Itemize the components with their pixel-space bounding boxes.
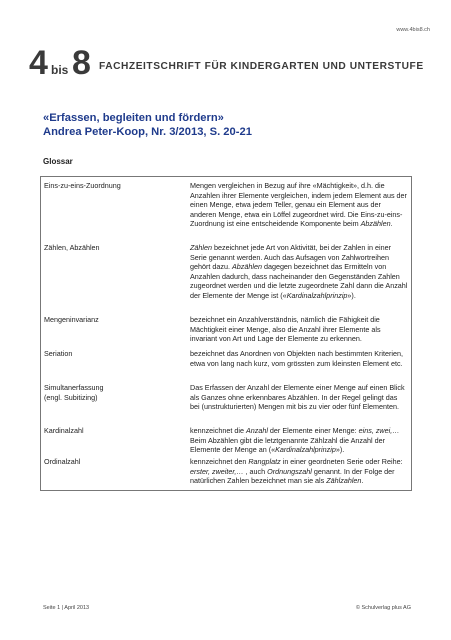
glossar-definition: kennzeichnet den Rangplatz in einer geordneten Serie oder Reihe: erster, zweiter,… , auch Ordnungszahl genannt. In der Folge der natürlichen Zahlen bezeichnet man sie als Zählzahlen. (190, 457, 403, 486)
glossar-term: Mengeninvarianz (44, 315, 99, 324)
glossar-definition: bezeichnet das Anordnen von Objekten nach bestimmten Kriterien, etwa von lang nach kurz, vom grössten zum kleinsten Element etc. (190, 349, 403, 368)
glossar-definition: Das Erfassen der Anzahl der Elemente einer Menge auf einen Blick als Ganzes ohne erkennbares Abzählen. In der Regel gelingt das bei (unstrukturierten) Mengen mit bis zu vier oder fünf Elementen. (190, 383, 405, 412)
glossar-definition: Zählen bezeichnet jede Art von Aktivität, bei der Zahlen in einer Serie genannt werden. Auch das Aufsagen von Zahlwortreihen gehört dazu. Abzählen dagegen bezeichnet das Ermitteln von Anzahlen dadurch, dass nacheinander den Gegenständen Zahlen zugeordnet werden und die letzte zugeordnete Zahl dann die Anzahl der Elemente der Menge ist («Kardinalzahlprinzip»). (190, 243, 408, 300)
logo-four: 4 (29, 44, 48, 82)
logo-eight: 8 (72, 44, 91, 82)
glossar-term: Kardinalzahl (44, 426, 84, 435)
glossar-term: Eins-zu-eins-Zuordnung (44, 181, 121, 190)
glossar-heading: Glossar (43, 157, 73, 166)
glossar-definition: kennzeichnet die Anzahl der Elemente einer Menge: eins, zwei,… Beim Abzählen gibt die letztgenannte Zählzahl die Anzahl der Elemente der Menge an («Kardinalzahlprinzip»). (190, 426, 400, 455)
copyright: © Schulverlag plus AG (355, 605, 411, 611)
article-title (43, 111, 423, 139)
journal-logo (29, 46, 429, 80)
logo-bis: bis (51, 63, 69, 77)
glossar-table (40, 176, 412, 491)
glossar-term: Ordinalzahl (44, 457, 81, 466)
glossar-term: Simultanerfassung (engl. Subitizing) (44, 383, 104, 402)
title-line-1: «Erfassen, begleiten und fördern» (43, 112, 224, 124)
page-info: Seite 1 | April 2013 (43, 605, 90, 611)
journal-subtitle: FACHZEITSCHRIFT FÜR KINDERGARTEN UND UNTERSTUFE (99, 61, 424, 72)
title-line-2: Andrea Peter-Koop, Nr. 3/2013, S. 20-21 (43, 126, 252, 138)
glossar-term: Zählen, Abzählen (44, 243, 100, 252)
glossar-term: Seriation (44, 349, 73, 358)
glossar-definition: bezeichnet ein Anzahlverständnis, nämlich die Fähigkeit die Mächtigkeit einer Menge, also die Anzahl ihrer Elemente als invariant von Art und Lage der Elemente zu erkennen. (190, 315, 381, 344)
website-url[interactable]: www.4bis8.ch (396, 27, 430, 33)
glossar-definition: Mengen vergleichen in Bezug auf ihre «Mächtigkeit», d.h. die Anzahlen ihrer Elemente vergleichen, indem jedem Element aus der einen Menge, etwa jedem Teller, genau ein Element aus der anderen Menge, etwa ein Löffel zugeordnet wird. Die Eins-zu-eins-Zuordnung ist eine entscheidende Komponente beim Abzählen. (190, 181, 407, 229)
